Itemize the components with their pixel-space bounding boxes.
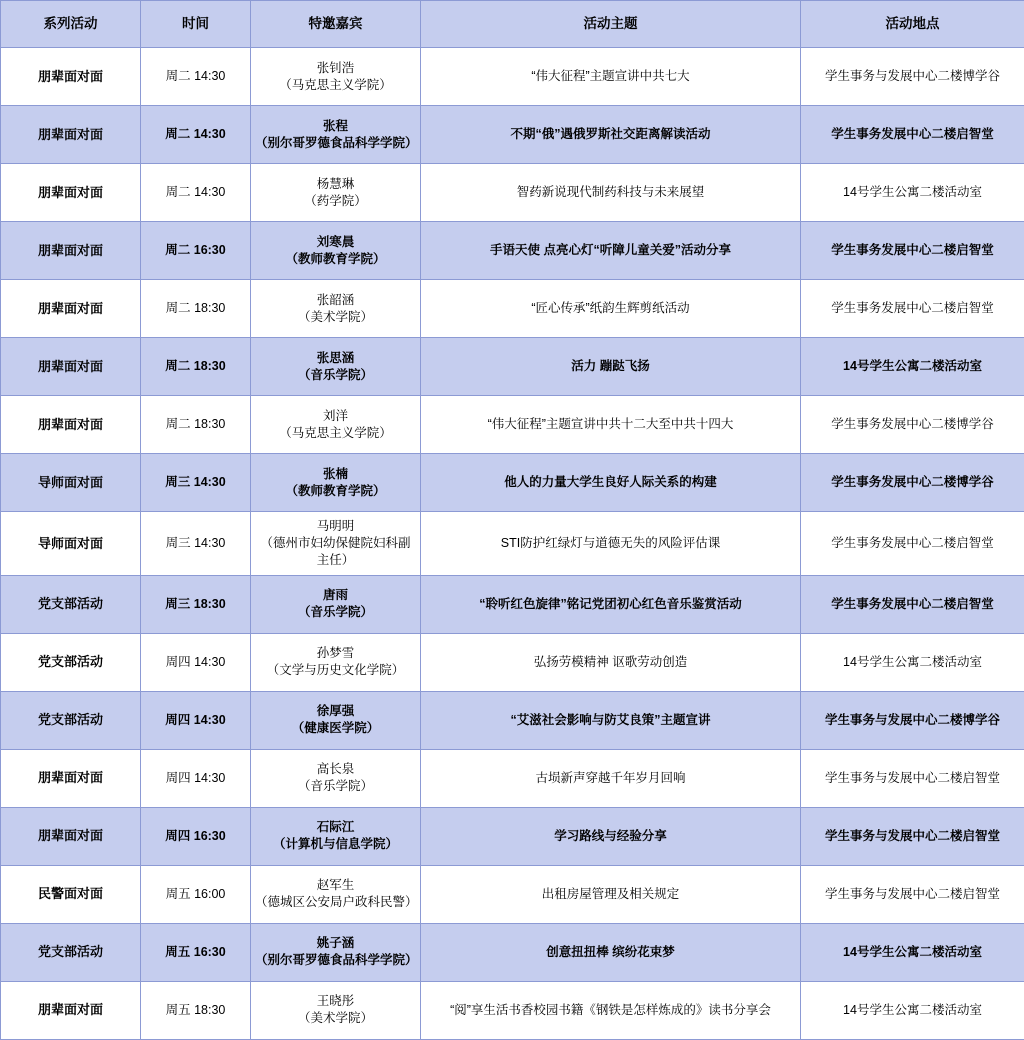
cell-guest [251,575,421,633]
cell-guest [251,691,421,749]
cell-time: 周四 16:30 [141,807,251,865]
cell-category: 朋辈面对面 [1,48,141,106]
cell-guest [251,106,421,164]
guest-name: 张楠 [255,466,416,483]
cell-topic: 古埙新声穿越千年岁月回响 [421,749,801,807]
cell-topic: STI防护红绿灯与道德无失的风险评估课 [421,512,801,576]
cell-place: 学生事务发展中心二楼启智堂 [801,512,1024,576]
cell-topic: 弘扬劳模精神 讴歌劳动创造 [421,633,801,691]
table-row [1,512,1024,576]
guest-name: 张韶涵 [255,292,416,309]
cell-guest [251,454,421,512]
cell-time: 周三 14:30 [141,512,251,576]
table-row [1,338,1024,396]
cell-topic: 他人的力量大学生良好人际关系的构建 [421,454,801,512]
table-row [1,222,1024,280]
guest-department: （马克思主义学院） [255,77,416,94]
cell-topic: 出租房屋管理及相关规定 [421,865,801,923]
guest-department: （美术学院） [255,309,416,326]
guest-department: （教师教育学院） [255,251,416,268]
cell-time: 周二 18:30 [141,396,251,454]
cell-topic: 手语天使 点亮心灯“听障儿童关爱”活动分享 [421,222,801,280]
guest-name: 张钊浩 [255,60,416,77]
cell-guest [251,164,421,222]
cell-time: 周二 14:30 [141,106,251,164]
cell-topic: 不期“俄”遇俄罗斯社交距离解读活动 [421,106,801,164]
cell-category: 朋辈面对面 [1,396,141,454]
cell-guest [251,338,421,396]
guest-name: 高长泉 [255,761,416,778]
table-row [1,981,1024,1039]
guest-name: 赵军生 [255,877,416,894]
cell-topic: “匠心传承”纸韵生辉剪纸活动 [421,280,801,338]
cell-place: 学生事务与发展中心二楼启智堂 [801,807,1024,865]
cell-topic: “阅”享生活书香校园书籍《钢铁是怎样炼成的》读书分享会 [421,981,801,1039]
table-row [1,396,1024,454]
cell-time: 周二 16:30 [141,222,251,280]
cell-time: 周四 14:30 [141,691,251,749]
cell-time: 周四 14:30 [141,749,251,807]
cell-topic: “伟大征程”主题宣讲中共七大 [421,48,801,106]
table-body [1,48,1024,1040]
cell-category: 党支部活动 [1,575,141,633]
cell-guest [251,222,421,280]
table-row [1,106,1024,164]
cell-topic: 创意扭扭棒 缤纷花束梦 [421,923,801,981]
cell-place: 学生事务发展中心二楼启智堂 [801,222,1024,280]
guest-department: （别尔哥罗德食品科学学院） [255,135,416,152]
cell-guest [251,807,421,865]
cell-time: 周五 18:30 [141,981,251,1039]
column-header-time: 时间 [141,1,251,48]
guest-department: （美术学院） [255,1010,416,1027]
cell-time: 周三 18:30 [141,575,251,633]
cell-place: 14号学生公寓二楼活动室 [801,923,1024,981]
cell-place: 14号学生公寓二楼活动室 [801,164,1024,222]
cell-guest [251,749,421,807]
guest-name: 杨慧琳 [255,176,416,193]
cell-time: 周二 18:30 [141,338,251,396]
guest-department: （音乐学院） [255,604,416,621]
cell-place: 学生事务与发展中心二楼启智堂 [801,865,1024,923]
table-row [1,865,1024,923]
cell-place: 学生事务与发展中心二楼博学谷 [801,48,1024,106]
table-row [1,454,1024,512]
cell-time: 周二 14:30 [141,48,251,106]
cell-place: 学生事务与发展中心二楼博学谷 [801,691,1024,749]
guest-department: （健康医学院） [255,720,416,737]
guest-name: 刘寒晨 [255,234,416,251]
cell-place: 14号学生公寓二楼活动室 [801,633,1024,691]
cell-place: 学生事务发展中心二楼博学谷 [801,454,1024,512]
cell-category: 朋辈面对面 [1,106,141,164]
guest-name: 马明明 [255,518,416,535]
guest-name: 姚子涵 [255,935,416,952]
guest-department: （文学与历史文化学院） [255,662,416,679]
cell-guest [251,633,421,691]
cell-category: 民警面对面 [1,865,141,923]
cell-guest [251,48,421,106]
column-header-category: 系列活动 [1,1,141,48]
cell-topic: 学习路线与经验分享 [421,807,801,865]
cell-time: 周五 16:30 [141,923,251,981]
cell-place: 学生事务发展中心二楼启智堂 [801,106,1024,164]
guest-name: 张思涵 [255,350,416,367]
guest-department: （马克思主义学院） [255,425,416,442]
cell-category: 党支部活动 [1,633,141,691]
cell-category: 党支部活动 [1,691,141,749]
cell-time: 周二 14:30 [141,164,251,222]
cell-place: 14号学生公寓二楼活动室 [801,981,1024,1039]
column-header-guest: 特邀嘉宾 [251,1,421,48]
guest-department: （音乐学院） [255,778,416,795]
guest-department: （音乐学院） [255,367,416,384]
guest-department: （教师教育学院） [255,483,416,500]
cell-category: 朋辈面对面 [1,981,141,1039]
cell-category: 导师面对面 [1,454,141,512]
cell-place: 学生事务发展中心二楼启智堂 [801,575,1024,633]
cell-category: 党支部活动 [1,923,141,981]
cell-time: 周四 14:30 [141,633,251,691]
column-header-place: 活动地点 [801,1,1024,48]
guest-department: （药学院） [255,193,416,210]
cell-guest [251,396,421,454]
cell-topic: “艾滋社会影响与防艾良策”主题宣讲 [421,691,801,749]
guest-name: 张程 [255,118,416,135]
table-row [1,923,1024,981]
header-row [1,1,1024,48]
cell-guest [251,512,421,576]
guest-department: （计算机与信息学院） [255,836,416,853]
guest-department: （别尔哥罗德食品科学学院） [255,952,416,969]
cell-guest [251,865,421,923]
table-row [1,164,1024,222]
table-row [1,749,1024,807]
cell-topic: “聆听红色旋律”铭记党团初心红色音乐鉴赏活动 [421,575,801,633]
cell-category: 朋辈面对面 [1,338,141,396]
guest-name: 刘洋 [255,408,416,425]
cell-category: 朋辈面对面 [1,222,141,280]
table-row [1,691,1024,749]
table-row [1,280,1024,338]
cell-time: 周三 14:30 [141,454,251,512]
guest-department: （德城区公安局户政科民警） [255,894,416,911]
cell-guest [251,923,421,981]
table-row [1,633,1024,691]
cell-place: 学生事务发展中心二楼博学谷 [801,396,1024,454]
table-header [1,1,1024,48]
cell-category: 导师面对面 [1,512,141,576]
guest-name: 徐厚强 [255,703,416,720]
cell-guest [251,981,421,1039]
table-row [1,48,1024,106]
cell-place: 学生事务发展中心二楼启智堂 [801,280,1024,338]
cell-topic: 智药新说现代制药科技与未来展望 [421,164,801,222]
cell-time: 周二 18:30 [141,280,251,338]
cell-place: 学生事务与发展中心二楼启智堂 [801,749,1024,807]
cell-topic: “伟大征程”主题宣讲中共十二大至中共十四大 [421,396,801,454]
cell-category: 朋辈面对面 [1,749,141,807]
cell-category: 朋辈面对面 [1,280,141,338]
column-header-topic: 活动主题 [421,1,801,48]
guest-name: 王晓彤 [255,993,416,1010]
table-row [1,807,1024,865]
guest-name: 孙梦雪 [255,645,416,662]
cell-guest [251,280,421,338]
cell-place: 14号学生公寓二楼活动室 [801,338,1024,396]
cell-category: 朋辈面对面 [1,807,141,865]
table-row [1,575,1024,633]
guest-name: 唐雨 [255,587,416,604]
cell-topic: 活力 蹦跶飞扬 [421,338,801,396]
guest-department: （德州市妇幼保健院妇科副主任） [255,535,416,569]
guest-name: 石际江 [255,819,416,836]
cell-time: 周五 16:00 [141,865,251,923]
cell-category: 朋辈面对面 [1,164,141,222]
